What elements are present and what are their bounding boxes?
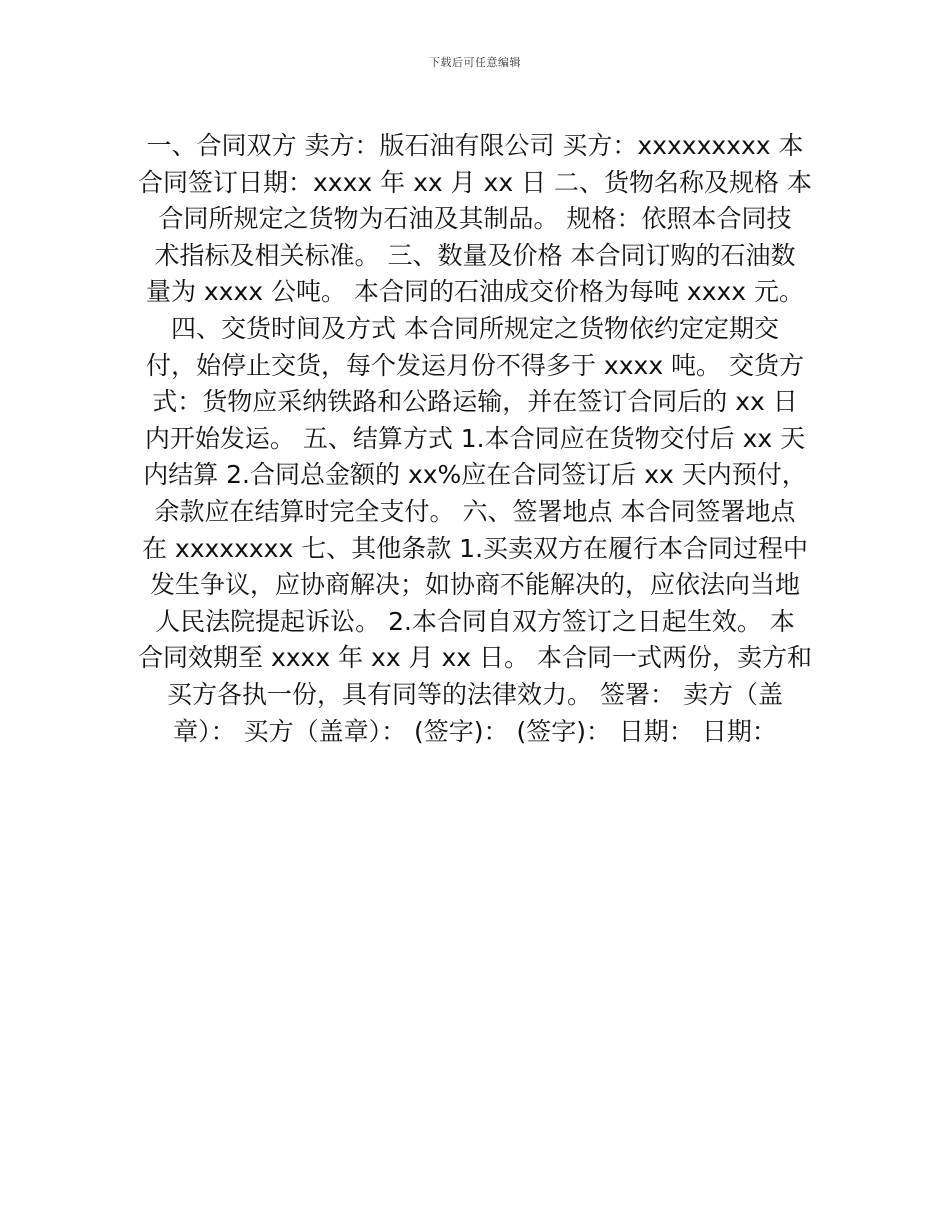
contract-line-14: 人民法院提起诉讼。 2.本合同自双方签订之日起生效。 本 [155,606,795,636]
contract-line-15: 合同效期至 xxxx 年 xx 月 xx 日。 本合同一式两份，卖方和 [138,643,812,673]
contract-line-11: 余款应在结算时完全支付。 六、签署地点 本合同签署地点 [154,496,796,526]
contract-line-6: 四、交货时间及方式 本合同所规定之货物依约定定期交 [171,313,779,343]
contract-line-5: 量为 xxxx 公吨。 本合同的石油成交价格为每吨 xxxx 元。 [145,277,805,307]
contract-line-13: 发生争议，应协商解决；如协商不能解决的，应依法向当地 [149,570,800,600]
contract-line-4: 术指标及相关标准。 三、数量及价格 本合同订购的石油数 [154,240,796,270]
contract-line-16: 买方各执一份，具有同等的法律效力。 签署： 卖方（盖 [167,679,783,709]
contract-line-12: 在 xxxxxxxx 七、其他条款 1.买卖双方在履行本合同过程中 [141,533,809,563]
contract-line-1: 一、合同双方 卖方：版石油有限公司 买方：xxxxxxxxx 本 [146,131,804,160]
contract-line-17: 章）： 买方（盖章）： (签字)： (签字)： 日期： 日期： [173,716,777,746]
contract-line-10: 内结算 2.合同总金额的 xx%应在合同签订后 xx 天内预付， [143,460,807,490]
contract-line-2: 合同签订日期：xxxx 年 xx 月 xx 日 二、货物名称及规格 本 [138,167,812,197]
contract-line-7: 付，始停止交货，每个发运月份不得多于 xxxx 吨。 交货方 [145,350,805,380]
header-note: 下载后可任意编辑 [429,56,521,69]
contract-line-3: 合同所规定之货物为石油及其制品。 规格：依照本合同技 [158,204,792,234]
contract-body [108,128,842,750]
contract-line-9: 内开始发运。 五、结算方式 1.本合同应在货物交付后 xx 天 [144,423,806,453]
contract-line-8: 式：货物应采纳铁路和公路运输，并在签订合同后的 xx 日 [152,387,798,417]
